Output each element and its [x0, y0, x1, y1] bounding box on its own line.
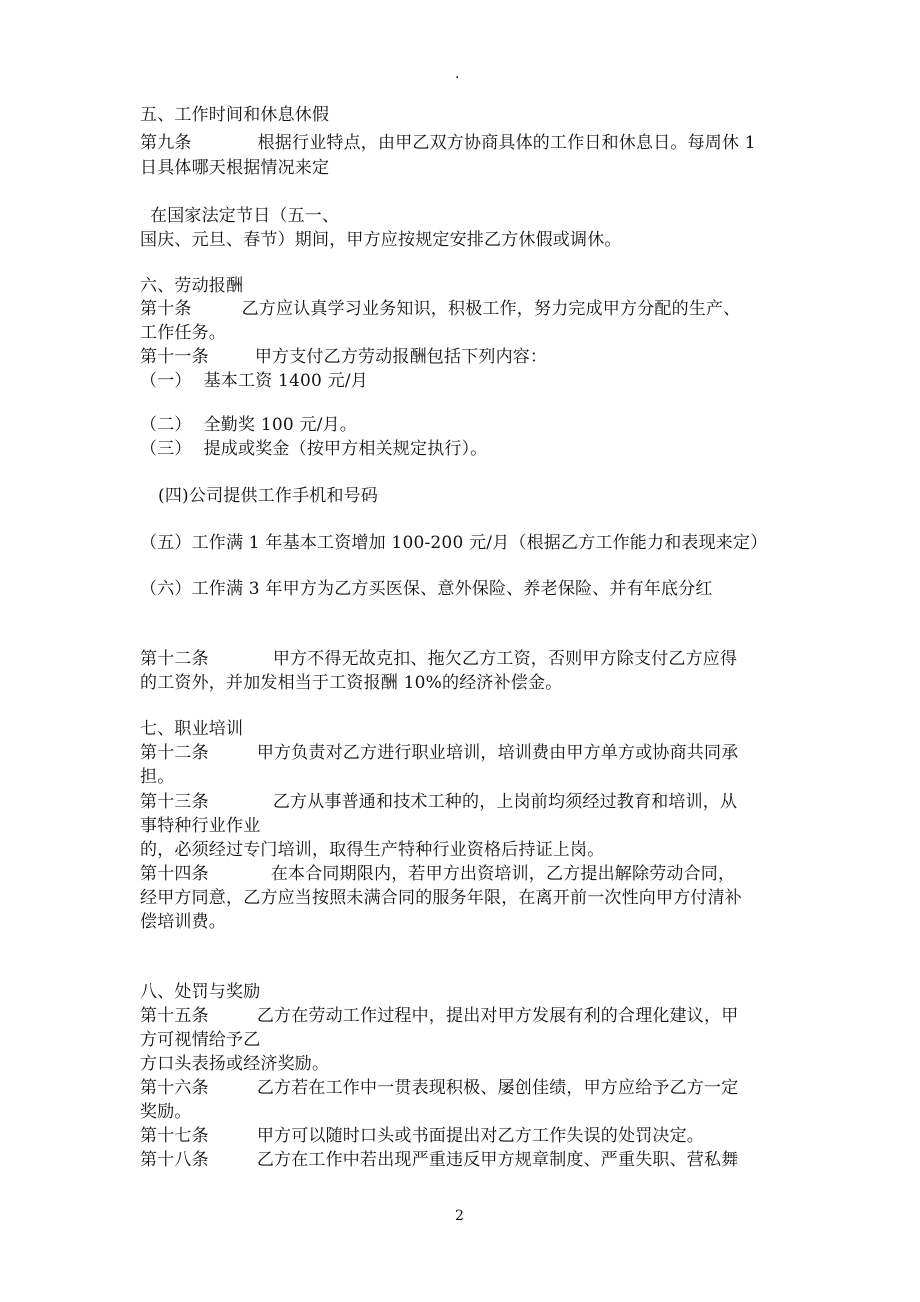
- line-text-continued: 乙方若在工作中一贯表现积极、屡创佳绩，甲方应给予乙方一定: [256, 1078, 739, 1098]
- text-line: [140, 1076, 738, 1100]
- line-text-continued: 乙方在工作中若出现严重违反甲方规章制度、严重失职、营私舞: [256, 1150, 739, 1170]
- text-line: [140, 156, 329, 180]
- line-text-continued: 根据行业特点，由甲乙双方协商具体的工作日和休息日。每周休 1: [257, 133, 756, 153]
- line-text-continued: 甲方可以随时口头或书面提出对乙方工作失误的处罚决定。: [256, 1126, 705, 1146]
- line-text: 第十二条: [140, 649, 209, 669]
- line-text: 经甲方同意，乙方应当按照未满合同的服务年限，在离开前一次性向甲方付清补: [140, 888, 742, 908]
- text-line: [140, 1028, 260, 1052]
- line-text: (四)公司提供工作手机和号码: [158, 486, 379, 506]
- line-text: 五、工作时间和休息休假: [140, 105, 330, 125]
- text-line: [150, 204, 339, 228]
- text-line: [158, 484, 378, 508]
- line-text: 日具体哪天根据情况来定: [140, 158, 330, 178]
- text-line: [140, 838, 604, 862]
- line-text: 的，必须经过专门培训，取得生产特种行业资格后持证上岗。: [140, 840, 605, 860]
- line-text: （一）: [140, 371, 192, 391]
- text-line: [140, 228, 622, 252]
- text-line: [140, 413, 357, 437]
- line-text: 八、处罚与奖励: [140, 982, 261, 1002]
- line-text: 第十条: [140, 299, 192, 319]
- text-line: [140, 437, 488, 461]
- line-text: 第十六条: [140, 1078, 209, 1098]
- text-line: [140, 321, 226, 345]
- line-text: 第十二条: [140, 743, 209, 763]
- line-text-continued: 乙方在劳动工作过程中，提出对甲方发展有利的合理化建议，甲: [256, 1006, 739, 1026]
- line-text: 国庆、元旦、春节）期间，甲方应按规定安排乙方休假或调休。: [140, 230, 622, 250]
- header-mark: .: [455, 66, 460, 82]
- text-line: [140, 910, 226, 934]
- text-line: [140, 814, 260, 838]
- line-text-continued: 甲方不得无故克扣、拖欠乙方工资，否则甲方除支付乙方应得: [272, 649, 738, 669]
- line-text: 六、劳动报酬: [140, 276, 244, 296]
- line-text-continued: 提成或奖金（按甲方相关规定执行）。: [203, 439, 488, 459]
- line-text: 第十八条: [140, 1150, 209, 1170]
- text-line: [140, 980, 260, 1004]
- text-line: [140, 577, 713, 601]
- line-text: 事特种行业作业: [140, 816, 261, 836]
- line-text: 第十七条: [140, 1126, 209, 1146]
- line-text: 第十四条: [140, 864, 209, 884]
- line-text: 第十三条: [140, 792, 209, 812]
- line-text: 七、职业培训: [140, 719, 244, 739]
- line-text: 第十五条: [140, 1006, 209, 1026]
- text-line: [140, 790, 737, 814]
- text-line: [140, 862, 735, 886]
- line-text: （三）: [140, 439, 192, 459]
- text-line: [140, 741, 738, 765]
- text-line: [140, 531, 767, 555]
- text-line: [140, 886, 742, 910]
- page-number: 2: [455, 1208, 464, 1224]
- text-line: [140, 274, 243, 298]
- text-line: [140, 717, 243, 741]
- text-line: [140, 1124, 704, 1148]
- line-text-continued: 乙方从事普通和技术工种的，上岗前均须经过教育和培训，从: [272, 792, 738, 812]
- text-line: [140, 345, 547, 369]
- text-line: [140, 1004, 738, 1028]
- line-text: 方口头表扬或经济奖励。: [140, 1054, 330, 1074]
- line-text-continued: 在本合同期限内，若甲方出资培训，乙方提出解除劳动合同，: [270, 864, 736, 884]
- line-text-continued: 基本工资 1400 元/月: [203, 371, 369, 391]
- line-text: 的工资外，并加发相当于工资报酬 10%的经济补偿金。: [140, 673, 563, 693]
- line-text: 第十一条: [140, 347, 209, 367]
- line-text: 方可视情给予乙: [140, 1030, 261, 1050]
- line-text: （二）: [140, 415, 192, 435]
- line-text: 担。: [140, 767, 175, 787]
- line-text-continued: 乙方应认真学习业务知识，积极工作，努力完成甲方分配的生产、: [241, 299, 741, 319]
- line-text-continued: 甲方负责对乙方进行职业培训，培训费由甲方单方或协商共同承: [256, 743, 739, 763]
- line-text: 第九条: [140, 133, 192, 153]
- text-line: [140, 1148, 738, 1172]
- text-line: [140, 103, 329, 127]
- text-line: [140, 369, 368, 393]
- line-text-continued: 甲方支付乙方劳动报酬包括下列内容：: [254, 347, 548, 367]
- text-line: [140, 297, 740, 321]
- line-text: 奖励。: [140, 1102, 192, 1122]
- line-text: 在国家法定节日（五一、: [150, 206, 340, 226]
- text-line: [140, 131, 756, 155]
- text-line: [140, 1052, 329, 1076]
- text-line: [140, 765, 174, 789]
- line-text-continued: 全勤奖 100 元/月。: [203, 415, 357, 435]
- line-text: 偿培训费。: [140, 912, 226, 932]
- line-text: （五）工作满 1 年基本工资增加 100-200 元/月（根据乙方工作能力和表现来定）: [140, 533, 768, 553]
- text-line: [140, 671, 562, 695]
- text-line: [140, 647, 737, 671]
- text-line: [140, 1100, 192, 1124]
- line-text: 工作任务。: [140, 323, 226, 343]
- line-text: （六）工作满 3 年甲方为乙方买医保、意外保险、养老保险、并有年底分红: [140, 579, 713, 599]
